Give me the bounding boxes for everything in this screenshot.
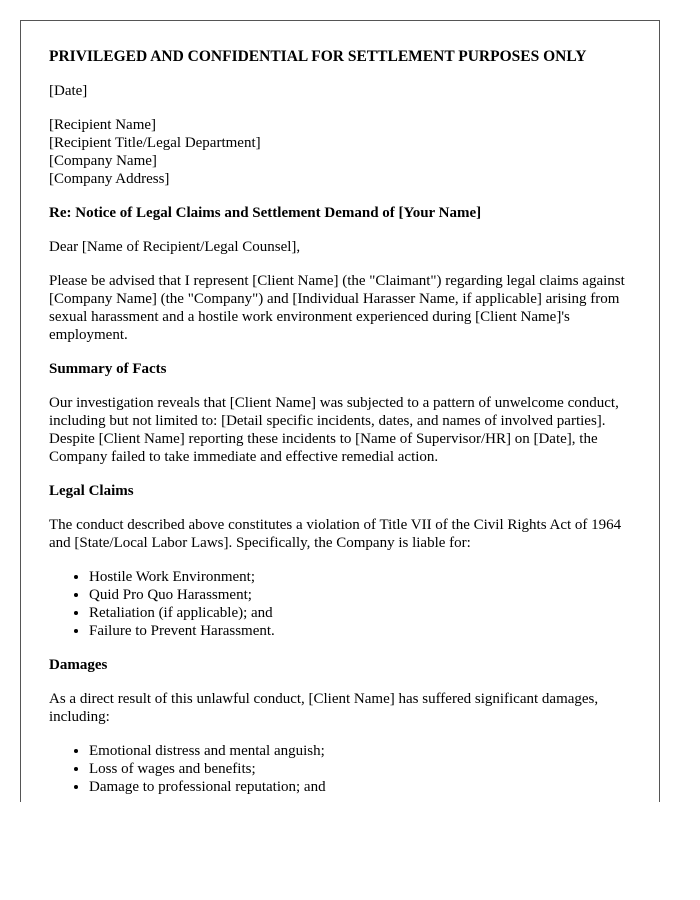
recipient-address: [Company Address]	[49, 171, 170, 187]
letter-body	[21, 21, 659, 796]
salutation: Dear [Name of Recipient/Legal Counsel],	[49, 239, 301, 255]
intro-paragraph: Please be advised that I represent [Client Name] (the "Claimant") regarding legal claims against [Company Name] (the "Company") and [Individual Harasser Name, if applicable] arising from sexual harassment and a hostile work environment experienced during [Client Name]'s employment.	[49, 273, 625, 343]
list-item: • Hostile Work Environment;	[89, 568, 631, 586]
damages-heading: Damages	[49, 657, 108, 673]
document-title: PRIVILEGED AND CONFIDENTIAL FOR SETTLEMENT PURPOSES ONLY	[49, 48, 587, 65]
facts-paragraph: Our investigation reveals that [Client Name] was subjected to a pattern of unwelcome conduct, including but not limited to: [Detail specific incidents, dates, and names of involved parties]. Despite [Client Name] reporting these incidents to [Name of Supervisor/HR] on [Date], the Company failed to take immediate and effective remedial action.	[49, 395, 619, 465]
list-item: • Emotional distress and mental anguish;	[89, 742, 631, 760]
recipient-title: [Recipient Title/Legal Department]	[49, 135, 261, 151]
letter-date: [Date]	[49, 83, 88, 99]
claims-heading: Legal Claims	[49, 483, 134, 499]
claims-list	[49, 568, 631, 640]
list-item: • Quid Pro Quo Harassment;	[89, 586, 631, 604]
damages-list	[49, 742, 631, 796]
recipient-company: [Company Name]	[49, 153, 157, 169]
recipient-name: [Recipient Name]	[49, 117, 157, 133]
list-item: • Damage to professional reputation; and	[89, 778, 631, 796]
list-item: • Failure to Prevent Harassment.	[89, 622, 631, 640]
list-item: • Loss of wages and benefits;	[89, 760, 631, 778]
claims-intro: The conduct described above constitutes a violation of Title VII of the Civil Rights Act of 1964 and [State/Local Labor Laws]. Specifically, the Company is liable for:	[49, 517, 622, 551]
re-line: Re: Notice of Legal Claims and Settlement Demand of [Your Name]	[49, 205, 482, 221]
facts-heading: Summary of Facts	[49, 361, 167, 377]
recipient-block	[49, 116, 631, 188]
letter-page	[20, 20, 660, 802]
damages-intro: As a direct result of this unlawful conduct, [Client Name] has suffered significant damages, including:	[49, 691, 599, 725]
list-item: • Retaliation (if applicable); and	[89, 604, 631, 622]
